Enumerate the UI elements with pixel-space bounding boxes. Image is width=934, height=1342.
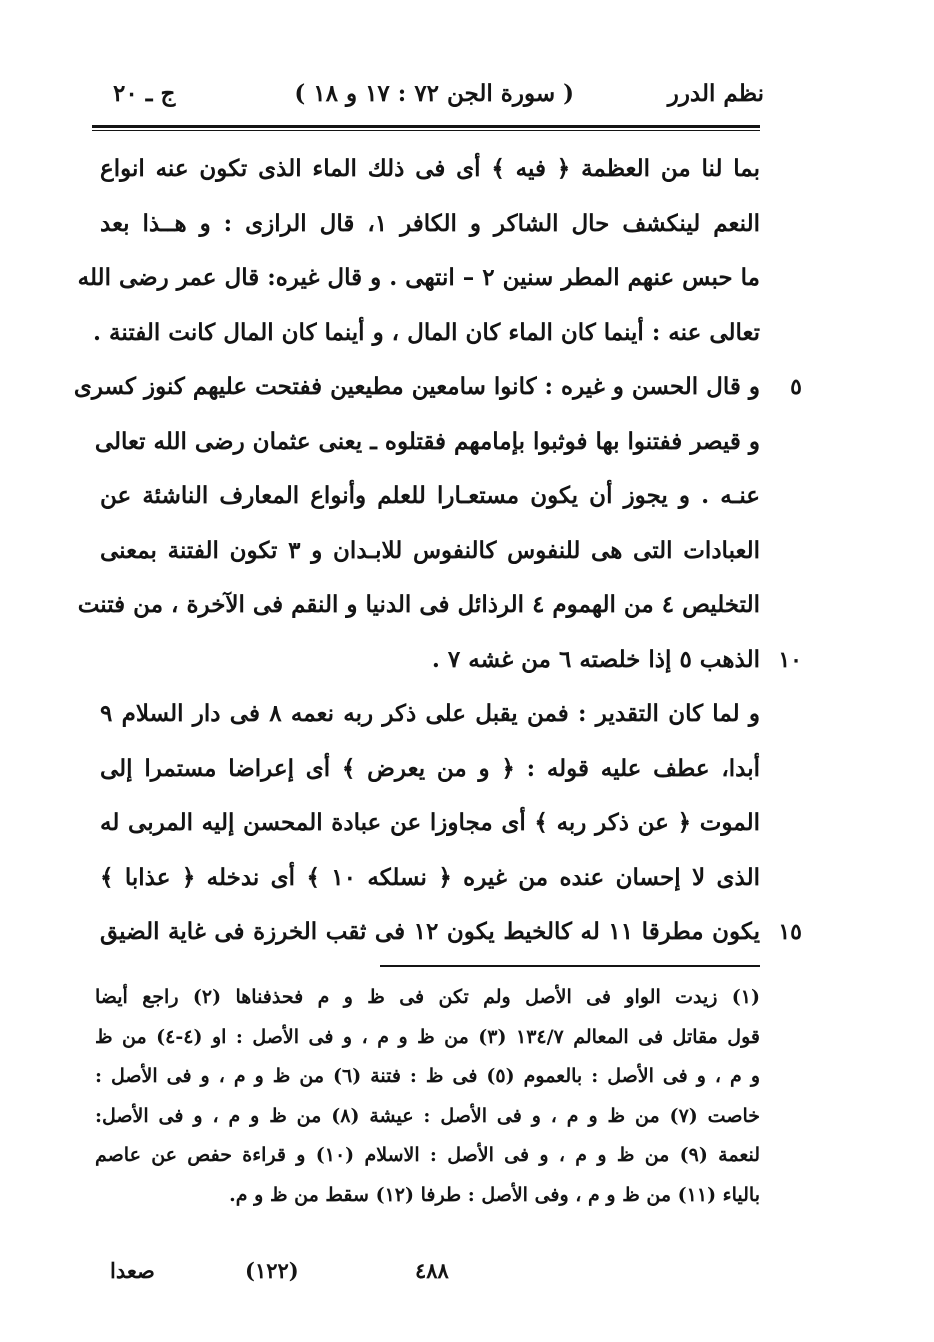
text-line: ما حبس عنهم المطر سنين ٢ – انتهى . و قال غيره: قال عمر رضى الله <box>77 264 760 291</box>
footnote-line: خاصت (٧) من ظ و م ، و فى الأصل : عيشة (٨) من ظ و م ، و فى الأصل: <box>95 1104 760 1127</box>
text-line: عنـه . و يجوز أن يكون مستعـارا للعلم وأنواع المعارف الناشئة عن <box>100 482 760 509</box>
footnote-line: (١) زيدت الواو فى الأصل ولم تكن فى ظ و م فحذفناها (٢) راجع أيضا <box>95 986 760 1008</box>
text-line: و لما كان التقدير : فمن يقبل على ذكر ربه نعمه ٨ فى دار السلام ٩ <box>100 700 760 727</box>
signature-number: (١٢٢) <box>245 1258 299 1283</box>
header-rule-thin <box>92 130 760 131</box>
text-line: ١٠ الذهب ٥ إذا خلصته ٦ من غشه ٧ . <box>100 633 760 688</box>
page-number: ٤٨٨ <box>415 1258 449 1283</box>
main-text <box>73 142 802 960</box>
text-line: أبدا، عطف عليه قوله : ﴿ و من يعرض ﴾ أى إعراضا مستمرا إلى <box>100 754 760 782</box>
page-footer <box>110 1258 764 1294</box>
text-line: الذى لا إحسان عنده من غيره ﴿ نسلكه ١٠ ﴾ أى ندخله ﴿ عذابا ﴾ <box>100 863 760 891</box>
text-line: الموت ﴿ عن ذكر ربه ﴾ أى مجاوزا عن عبادة المحسن إليه المربى له <box>100 809 760 836</box>
text-line: العبادات التى هى للنفوس كالنفوس للابـدان و ٣ تكون الفتنة بمعنى <box>100 536 760 564</box>
text-line: التخليص ٤ من الهموم ٤ الرذائل فى الدنيا و النقم فى الآخرة ، من فتنت <box>77 591 760 618</box>
text-line: بما لنا من العظمة ﴿ فيه ﴾ أى فى ذلك الماء الذى تكون عنه انواع <box>100 155 760 182</box>
footnote-rule <box>380 965 760 967</box>
text-line: ١٥ يكون مطرقا ١١ له كالخيط يكون ١٢ فى ثقب الخرزة فى غاية الضيق <box>100 905 760 960</box>
line-number: ١٠ <box>778 646 802 673</box>
footnotes <box>95 978 760 1215</box>
line-number: ١٥ <box>778 919 802 945</box>
page-header <box>95 72 764 122</box>
volume-label: ج ـ ٢٠ <box>113 80 176 107</box>
surah-reference: ( سورة الجن ٧٢ : ١٧ و ١٨ ) <box>294 80 574 107</box>
footnote-line: لنعمة (٩) من ظ و م ، و فى الأصل : الاسلام (١٠) و قراءة حفص عن عاصم <box>95 1144 761 1166</box>
footnote-line: و م ، و فى الأصل : بالعموم (٥) فى ظ : فتنة (٦) من ظ و م ، و فى الأصل : <box>95 1065 760 1087</box>
text-line: النعم لينكشف حال الشاكر و الكافر ١، قال الرازى : و هــذا بعد <box>100 209 760 237</box>
book-title: نظم الدرر <box>667 80 764 107</box>
footnote-line: قول مقاتل فى المعالم ١٣٤/٧ (٣) من ظ و م ، و فى الأصل : او (٤-٤) من ظ <box>95 1025 760 1048</box>
signature-word: صعدا <box>110 1258 155 1283</box>
header-rule <box>92 125 760 128</box>
line-number: ٥ <box>790 374 802 400</box>
text-line: ٥ و قال الحسن و غيره : كانوا سامعين مطيعين ففتحت عليهم كنوز كسرى <box>100 360 760 415</box>
text-line: و قيصر ففتنوا بها فوثبوا بإمامهم فقتلوه ـ يعنى عثمان رضى الله تعالى <box>94 427 760 455</box>
text-line: تعالى عنه : أينما كان الماء كان المال ، و أينما كان المال كانت الفتنة . <box>93 318 760 346</box>
footnote-line: بالياء (١١) من ظ و م ، وفى الأصل : طرفا (١٢) سقط من ظ و م. <box>229 1183 760 1206</box>
